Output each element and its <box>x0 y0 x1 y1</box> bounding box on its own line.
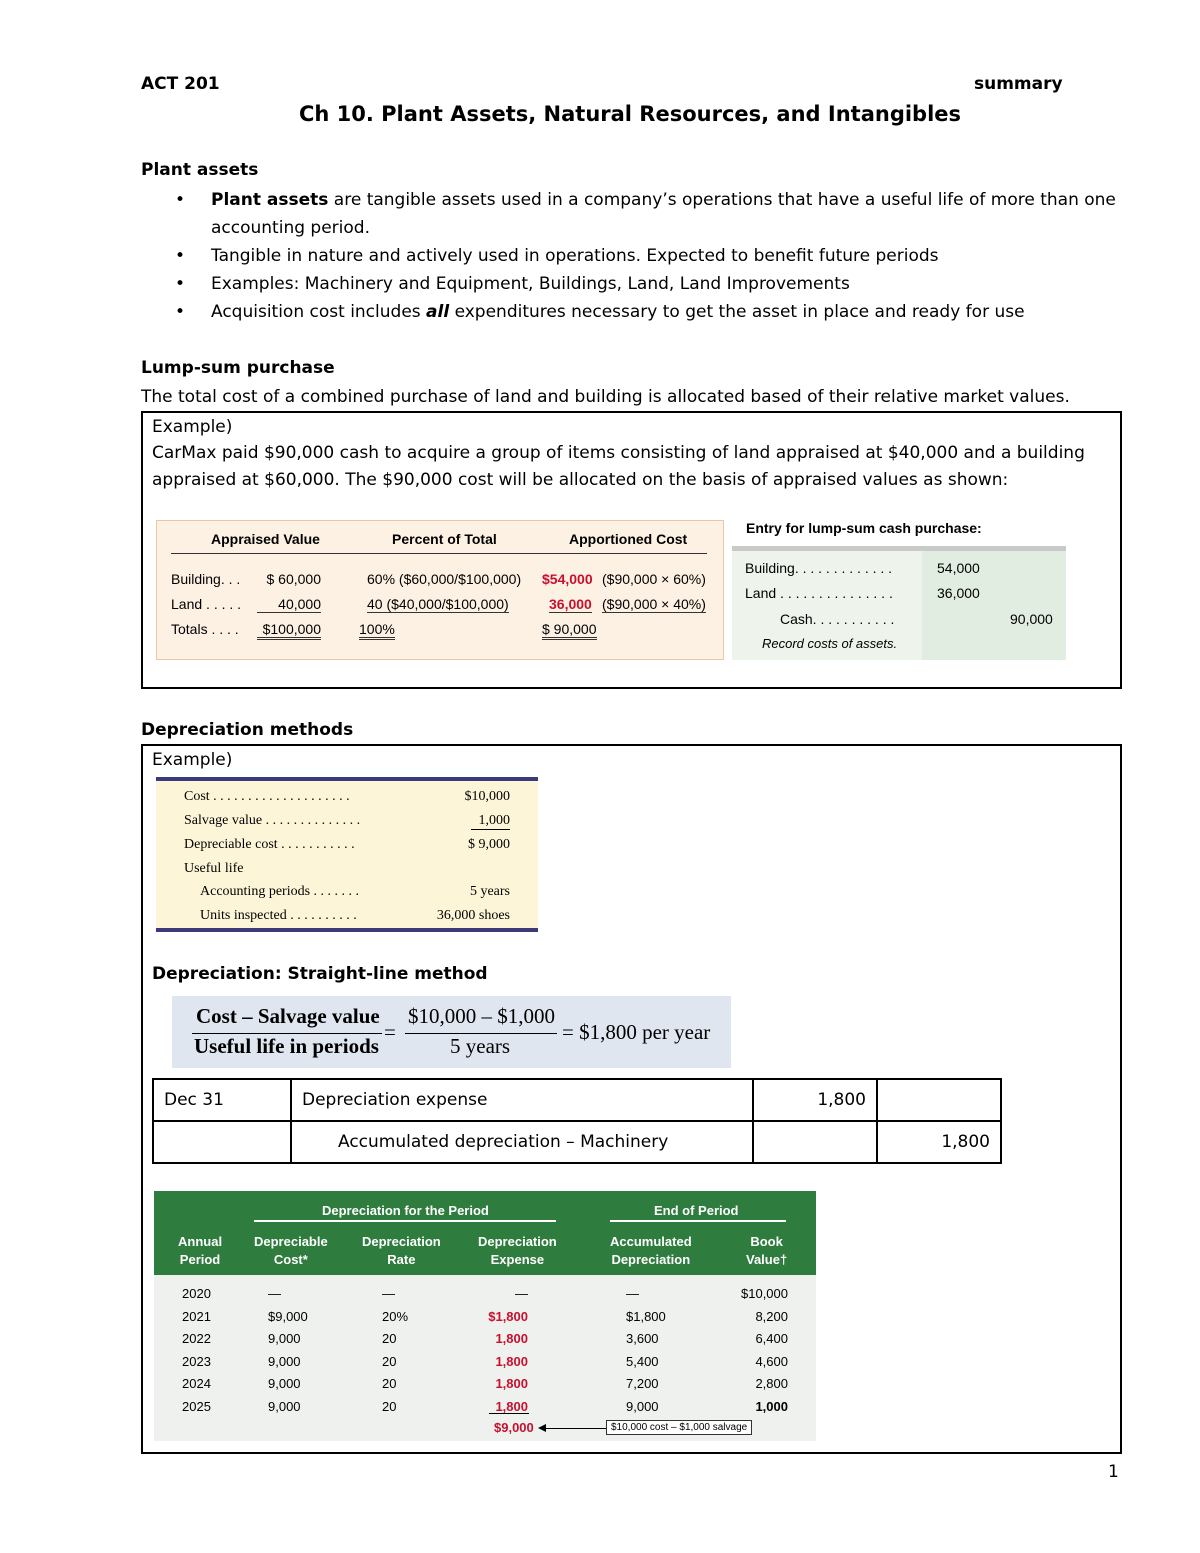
entry-title: Entry for lump-sum cash purchase: <box>746 520 982 536</box>
table-cell: — <box>268 1286 281 1301</box>
table-cell: — <box>515 1286 528 1301</box>
entry-building: Building. . . . . . . . . . . . . <box>745 560 893 576</box>
table-cell: 9,000 <box>268 1331 301 1346</box>
fact-value: $10,000 <box>464 789 510 804</box>
salvage-note: $10,000 cost – $1,000 salvage <box>606 1420 752 1435</box>
table-cell: 20 <box>382 1331 397 1346</box>
fact-value: $ 9,000 <box>468 837 510 852</box>
asset-facts-table <box>156 777 538 932</box>
table-cell: 2022 <box>182 1331 211 1346</box>
apportioned-cost-table <box>156 520 724 660</box>
table-cell: 20 <box>382 1376 397 1391</box>
formula-result: = $1,800 per year <box>562 1020 711 1044</box>
appraised-value: $100,000 <box>257 621 321 640</box>
example-label: Example) <box>152 750 233 770</box>
table-cell: 20% <box>382 1308 409 1324</box>
column-header: Accumulated Depreciation <box>610 1234 692 1267</box>
list-item: • Plant assets are tangible assets used in a company’s operations that have a useful life of more than one accounting period. <box>141 186 1131 242</box>
formula-equals: = <box>384 1020 396 1044</box>
table-cell: $10,000 <box>741 1286 788 1301</box>
journal-entry-lump-sum <box>732 520 1066 660</box>
table-row <box>153 1079 1001 1121</box>
group-header-period: Depreciation for the Period <box>322 1203 489 1218</box>
entry-memo: Record costs of assets. <box>762 636 898 651</box>
table-cell: 2023 <box>182 1353 211 1369</box>
row-label: Totals . . . . <box>171 621 239 637</box>
lump-sum-heading: Lump-sum purchase <box>141 358 335 378</box>
total-expense: $9,000 <box>494 1420 534 1435</box>
entry-building-debit: 54,000 <box>937 560 980 576</box>
straight-line-heading: Depreciation: Straight-line method <box>152 964 488 984</box>
table-cell: $9,000 <box>268 1308 308 1324</box>
fact-value: 36,000 shoes <box>436 908 510 923</box>
group-header-end: End of Period <box>654 1203 739 1218</box>
fact-value: 5 years <box>469 884 510 899</box>
page-title: Ch 10. Plant Assets, Natural Resources, and Intangibles <box>298 102 962 126</box>
straight-line-formula <box>172 996 731 1068</box>
apportioned-cost: $54,000 <box>542 571 593 587</box>
row-label: Land . . . . . <box>171 596 242 612</box>
apportioned-calc: ($90,000 × 40%) <box>602 596 706 612</box>
summary-label: summary <box>974 74 1063 94</box>
fact-label: Accounting periods . . . . . . . <box>200 884 360 899</box>
je-account: Accumulated depreciation – Machinery <box>291 1121 753 1163</box>
fact-label: Salvage value . . . . . . . . . . . . . . <box>184 813 361 828</box>
je-credit <box>877 1079 1001 1121</box>
table-cell: 1,800 <box>495 1331 528 1346</box>
fact-label: Depreciable cost . . . . . . . . . . . <box>184 837 355 852</box>
table-cell: 2020 <box>182 1286 211 1301</box>
fact-label: Useful life <box>184 861 244 876</box>
table-cell: 1,800 <box>495 1398 528 1414</box>
plant-assets-list <box>141 186 1131 326</box>
percent-calc: 60% ($60,000/$100,000) <box>367 571 522 587</box>
appraised-value: 40,000 <box>257 596 321 613</box>
column-header: Depreciable Cost* <box>254 1234 328 1267</box>
table-cell: 20 <box>382 1353 397 1369</box>
entry-cash: Cash. . . . . . . . . . . <box>780 611 895 627</box>
appraised-value: $ 60,000 <box>266 571 321 587</box>
apportioned-cost: 36,000 <box>549 596 592 612</box>
table-cell: 9,000 <box>268 1353 301 1369</box>
je-date <box>153 1121 291 1163</box>
table-cell: 1,800 <box>495 1376 528 1391</box>
percent-calc: 100% <box>359 621 395 640</box>
schedule-header <box>154 1191 816 1275</box>
table-cell: 9,000 <box>626 1398 659 1414</box>
list-item: • Acquisition cost includes all expenditures necessary to get the asset in place and ready for use <box>141 298 1131 326</box>
table-cell: 1,800 <box>495 1353 528 1369</box>
apportioned-cost: $ 90,000 <box>542 621 597 640</box>
formula-denominator-left: Useful life in periods <box>194 1034 379 1058</box>
fact-label: Cost . . . . . . . . . . . . . . . . . . . . <box>184 789 350 804</box>
table-cell: 9,000 <box>268 1376 301 1391</box>
je-account: Depreciation expense <box>291 1079 753 1121</box>
formula-denominator-right: 5 years <box>450 1034 511 1058</box>
table-cell: 7,200 <box>626 1376 659 1391</box>
col-header-percent: Percent of Total <box>392 531 497 547</box>
table-cell: 3,600 <box>626 1331 659 1346</box>
example-text: CarMax paid $90,000 cash to acquire a group of items consisting of land appraised at $40,000 and a building appraised at $60,000. The $90,000 cost will be allocated on the basis of appraised values as shown: <box>152 443 1085 490</box>
column-header: Annual Period <box>178 1234 223 1267</box>
formula-numerator-right: $10,000 – $1,000 <box>408 1004 555 1028</box>
depreciation-schedule-table <box>154 1191 816 1441</box>
je-debit: 1,800 <box>753 1079 877 1121</box>
table-cell: 6,400 <box>755 1331 788 1346</box>
fact-value: 1,000 <box>471 813 511 830</box>
depreciation-heading: Depreciation methods <box>141 720 354 740</box>
table-cell: 2024 <box>182 1376 211 1391</box>
apportioned-calc: ($90,000 × 60%) <box>602 571 706 587</box>
fact-label: Units inspected . . . . . . . . . . <box>200 908 357 923</box>
plant-assets-heading: Plant assets <box>141 160 259 180</box>
table-cell: — <box>626 1286 639 1301</box>
percent-calc: 40 ($40,000/$100,000) <box>367 596 509 612</box>
col-header-appraised: Appraised Value <box>211 531 320 547</box>
je-date: Dec 31 <box>153 1079 291 1121</box>
page-number: 1 <box>1108 1462 1119 1482</box>
column-header: Book Value† <box>746 1234 788 1267</box>
table-cell: 2021 <box>182 1308 211 1324</box>
table-cell: 2025 <box>182 1398 211 1414</box>
table-cell: — <box>382 1286 395 1301</box>
course-code: ACT 201 <box>141 74 220 94</box>
row-label: Building. . . <box>171 571 241 587</box>
journal-entry-table <box>152 1078 1002 1164</box>
je-debit <box>753 1121 877 1163</box>
entry-land: Land . . . . . . . . . . . . . . . <box>745 585 893 601</box>
table-cell: $1,800 <box>488 1308 528 1324</box>
table-cell: 5,400 <box>626 1353 659 1369</box>
je-credit: 1,800 <box>877 1121 1001 1163</box>
entry-land-debit: 36,000 <box>937 585 980 601</box>
column-header: Depreciation Expense <box>478 1234 557 1267</box>
entry-cash-credit: 90,000 <box>1010 611 1053 627</box>
example-label: Example) <box>152 417 233 437</box>
table-cell: 1,000 <box>755 1398 788 1414</box>
table-cell: 2,800 <box>755 1376 788 1391</box>
table-cell: 4,600 <box>755 1353 788 1369</box>
column-header: Depreciation Rate <box>362 1234 441 1267</box>
table-row <box>153 1121 1001 1163</box>
formula-numerator-left: Cost – Salvage value <box>196 1004 380 1028</box>
col-header-apportioned: Apportioned Cost <box>569 531 688 547</box>
list-item: • Tangible in nature and actively used in operations. Expected to benefit future periods <box>141 242 1131 270</box>
table-cell: 20 <box>382 1398 397 1414</box>
table-cell: $1,800 <box>626 1308 666 1324</box>
lump-sum-description: The total cost of a combined purchase of land and building is allocated based of their relative market values. <box>141 387 1070 407</box>
list-item: • Examples: Machinery and Equipment, Buildings, Land, Land Improvements <box>141 270 1131 298</box>
table-cell: 9,000 <box>268 1398 301 1414</box>
table-cell: 8,200 <box>755 1308 788 1324</box>
